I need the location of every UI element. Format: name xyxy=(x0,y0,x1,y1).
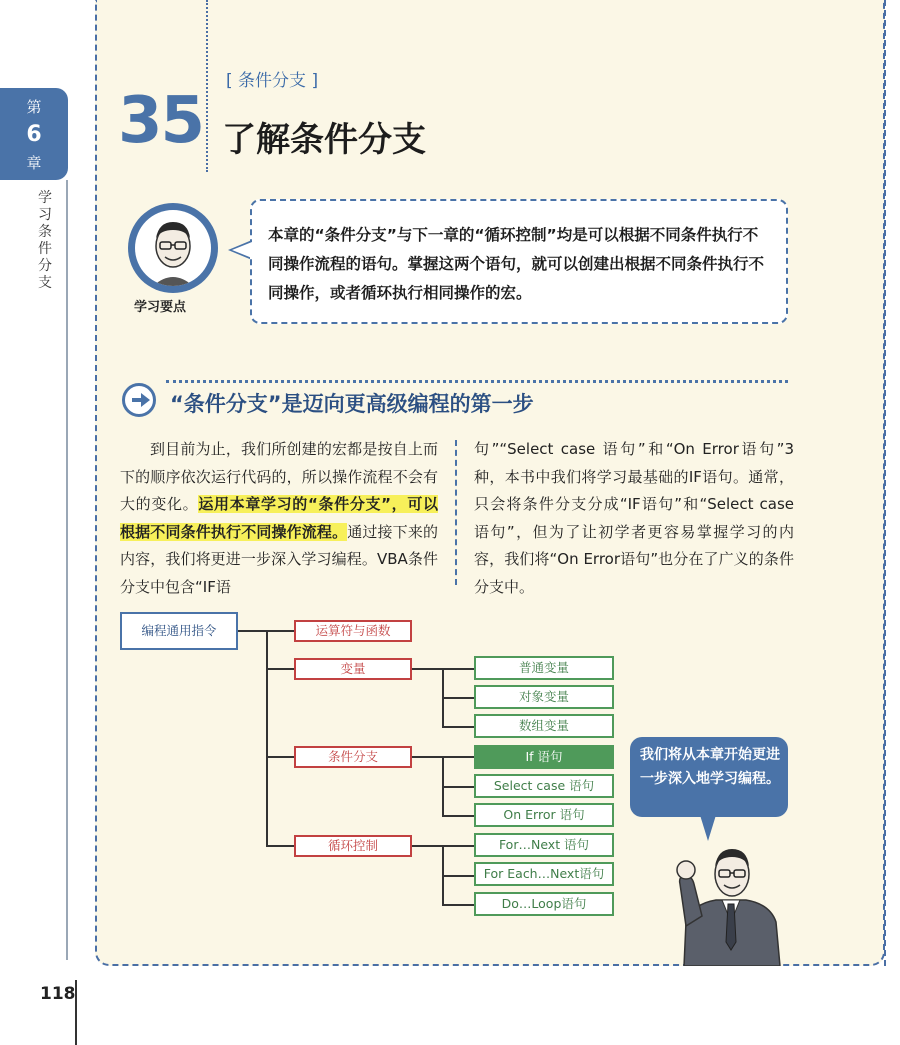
teacher-face-icon xyxy=(135,210,211,286)
connector xyxy=(442,726,474,728)
connector xyxy=(442,904,474,906)
section-heading: “条件分支”是迈向更高级编程的第一步 xyxy=(170,392,534,416)
diagram-node-loop: 循环控制 xyxy=(294,835,412,857)
right-edge xyxy=(884,0,886,966)
diagram-leaf: 普通变量 xyxy=(474,656,614,680)
avatar-label: 学习要点 xyxy=(134,300,187,315)
connector xyxy=(238,630,268,632)
diagram-root: 编程通用指令 xyxy=(120,612,238,650)
speech-bubble-tail xyxy=(700,815,716,841)
chapter-side-title: 学习条件分支 xyxy=(38,190,52,291)
diagram-node-operators: 运算符与函数 xyxy=(294,620,412,642)
title-divider xyxy=(206,0,208,172)
page-number-rule xyxy=(75,980,77,1045)
diagram-leaf: On Error 语句 xyxy=(474,803,614,827)
chapter-label-top: 第 xyxy=(26,98,42,116)
connector xyxy=(266,756,294,758)
chapter-tab xyxy=(0,88,68,180)
heading-rule xyxy=(166,380,788,383)
chapter-label-bottom: 章 xyxy=(26,154,42,172)
page-number: 118 xyxy=(40,984,76,1004)
diagram-leaf: 对象变量 xyxy=(474,685,614,709)
body-left-column xyxy=(120,436,438,601)
diagram-node-variables: 变量 xyxy=(294,658,412,680)
chapter-strip xyxy=(66,180,68,960)
diagram-leaf: Do…Loop语句 xyxy=(474,892,614,916)
page-title: 了解条件分支 xyxy=(222,120,426,160)
body-text: 通过接下来的内容，我们将更进一步深入学习编程。VBA条件分支中包含“IF语 xyxy=(120,522,438,596)
connector xyxy=(266,845,294,847)
diagram-leaf: For…Next 语句 xyxy=(474,833,614,857)
summary-box: 本章的“条件分支”与下一章的“循环控制”均是可以根据不同条件执行不同操作流程的语句。掌握这两个语句，就可以创建出根据不同条件执行不同操作，或者循环执行相同操作的宏。 xyxy=(250,199,788,324)
connector xyxy=(266,630,268,847)
diagram-leaf-if: If 语句 xyxy=(474,745,614,769)
diagram-node-branch: 条件分支 xyxy=(294,746,412,768)
connector xyxy=(266,630,294,632)
chapter-number: 6 xyxy=(26,122,42,147)
body-right-column: 句”“Select case 语句”和“On Error语句”3种，本书中我们将学习最基础的IF语句。通常，只会将条件分支分成“IF语句”和“Select case 语句”，但为了让初学者更容易掌握学习的内容，我们将“On Error语句”也分在了广义的条件分支中。 xyxy=(474,440,794,596)
arrow-right-icon xyxy=(122,383,156,417)
teacher-illustration-icon xyxy=(672,842,790,966)
connector xyxy=(442,786,474,788)
connector xyxy=(442,875,474,877)
connector xyxy=(442,815,474,817)
speech-bubble: 我们将从本章开始更进一步深入地学习编程。 xyxy=(630,737,788,817)
highlighted-text: 运用本章学习的“条件分支”，可以根据不同条件执行不同操作流程。 xyxy=(120,495,438,541)
column-divider xyxy=(455,440,457,585)
avatar xyxy=(128,203,218,293)
section-category: [ 条件分支 ] xyxy=(226,71,319,91)
section-number: 35 xyxy=(118,84,204,158)
diagram-leaf: Select case 语句 xyxy=(474,774,614,798)
diagram-leaf: For Each…Next语句 xyxy=(474,862,614,886)
summary-pointer-inner xyxy=(232,242,252,258)
diagram-leaf: 数组变量 xyxy=(474,714,614,738)
connector xyxy=(442,697,474,699)
body-text: 到目前为止，我们所创建的宏都是按自上而下的顺序依次运行代码的，所以操作流程不会有大的变化。 xyxy=(120,440,438,513)
connector xyxy=(266,668,294,670)
